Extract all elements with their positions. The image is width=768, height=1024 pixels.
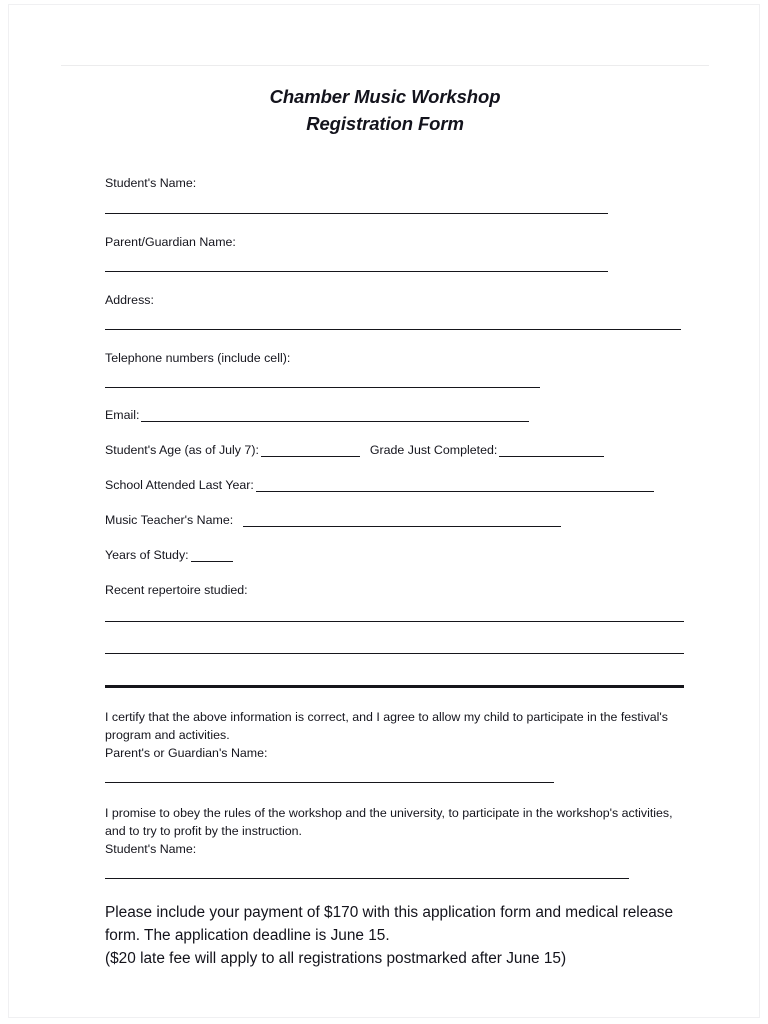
input-line-repertoire-1[interactable] bbox=[105, 621, 684, 622]
label-school-attended: School Attended Last Year: bbox=[105, 478, 254, 492]
page-title-line1: Chamber Music Workshop bbox=[269, 86, 501, 107]
label-parent-guardian-name: Parent/Guardian Name: bbox=[105, 235, 236, 249]
input-line-years-of-study[interactable] bbox=[191, 561, 233, 562]
input-line-address[interactable] bbox=[105, 329, 681, 330]
field-parent-guardian-name bbox=[105, 234, 705, 272]
label-telephone: Telephone numbers (include cell): bbox=[105, 351, 291, 365]
input-line-parent-guardian-name[interactable] bbox=[105, 271, 608, 272]
label-years-of-study: Years of Study: bbox=[105, 548, 189, 562]
label-parent-signature: Parent's or Guardian's Name: bbox=[105, 746, 268, 760]
label-email: Email: bbox=[105, 408, 140, 422]
input-line-telephone[interactable] bbox=[105, 387, 540, 388]
field-email bbox=[105, 407, 705, 423]
label-grade-completed: Grade Just Completed: bbox=[369, 443, 498, 457]
signature-line-parent[interactable] bbox=[105, 782, 554, 783]
field-years-of-study bbox=[105, 547, 705, 563]
label-recent-repertoire: Recent repertoire studied: bbox=[105, 583, 248, 597]
field-student-name bbox=[105, 175, 705, 214]
input-line-email[interactable] bbox=[141, 421, 529, 422]
payment-notice-line2: ($20 late fee will apply to all registrations postmarked after June 15) bbox=[105, 950, 567, 967]
page-title bbox=[9, 83, 761, 137]
field-telephone bbox=[105, 350, 705, 388]
payment-notice-line1: Please include your payment of $170 with this application form and medical release form. The application deadline is June 15. bbox=[105, 904, 674, 944]
field-recent-repertoire bbox=[105, 582, 705, 688]
label-music-teacher: Music Teacher's Name: bbox=[105, 513, 234, 527]
input-line-music-teacher[interactable] bbox=[243, 526, 561, 527]
top-hairline-divider bbox=[61, 65, 709, 66]
label-student-age: Student's Age (as of July 7): bbox=[105, 443, 259, 457]
page-sheet bbox=[8, 4, 760, 1018]
field-music-teacher bbox=[105, 512, 705, 528]
certification-paragraph: I certify that the above information is correct, and I agree to allow my child to participate in the festival's program and activities. bbox=[105, 710, 668, 742]
input-line-repertoire-3[interactable] bbox=[105, 685, 684, 688]
registration-form bbox=[105, 175, 705, 970]
promise-paragraph: I promise to obey the rules of the workshop and the university, to participate in the workshop's activities, and to try to profit by the instruction. bbox=[105, 806, 673, 838]
input-line-school-attended[interactable] bbox=[256, 491, 654, 492]
page-title-line2: Registration Form bbox=[306, 113, 464, 134]
label-student-signature: Student's Name: bbox=[105, 842, 197, 856]
input-line-student-age[interactable] bbox=[261, 456, 360, 457]
label-address: Address: bbox=[105, 293, 154, 307]
field-address bbox=[105, 292, 705, 330]
field-school-attended bbox=[105, 477, 705, 493]
input-line-student-name[interactable] bbox=[105, 213, 608, 214]
input-line-repertoire-2[interactable] bbox=[105, 653, 684, 654]
field-age-grade-row bbox=[105, 442, 705, 458]
input-line-grade-completed[interactable] bbox=[499, 456, 604, 457]
signature-line-student[interactable] bbox=[105, 878, 629, 879]
label-student-name: Student's Name: bbox=[105, 176, 197, 190]
